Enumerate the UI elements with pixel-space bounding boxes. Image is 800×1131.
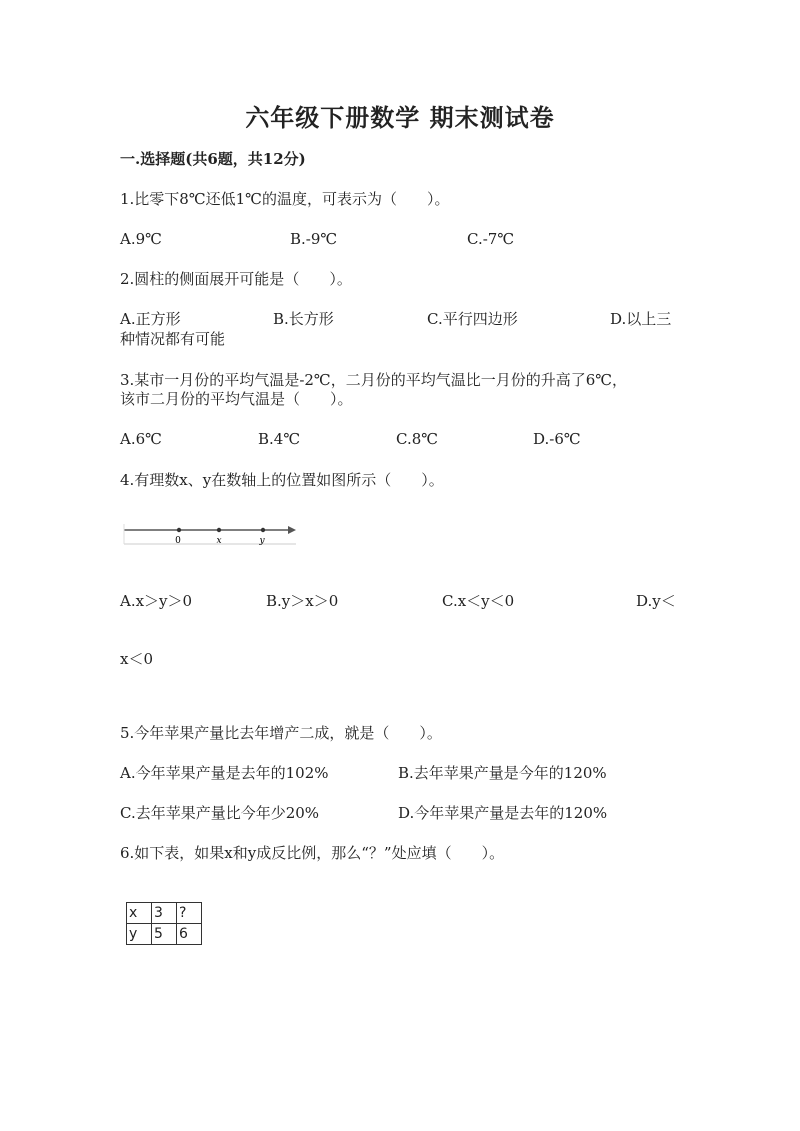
question-4-option-a: A.x＞y＞0 bbox=[120, 592, 193, 610]
question-5-option-a: A.今年苹果产量是去年的102% bbox=[120, 764, 329, 782]
question-3-stem-line-1: 3.某市一月份的平均气温是-2℃，二月份的平均气温比一月份的升高了6℃， bbox=[120, 371, 628, 389]
point-zero bbox=[177, 528, 181, 532]
question-2-option-c: C.平行四边形 bbox=[427, 310, 518, 328]
xy-table bbox=[126, 902, 202, 945]
label-zero: 0 bbox=[175, 536, 181, 546]
table-cell: 5 bbox=[152, 924, 177, 945]
question-2-option-d-continued: 种情况都有可能 bbox=[120, 330, 226, 348]
question-3-option-c: C.8℃ bbox=[396, 430, 439, 448]
label-x: x bbox=[216, 536, 222, 546]
question-2-stem: 2.圆柱的侧面展开可能是（ ）。 bbox=[120, 270, 352, 288]
question-3-option-b: B.4℃ bbox=[258, 430, 301, 448]
question-1-option-c: C.-7℃ bbox=[467, 230, 515, 248]
table-cell: x bbox=[127, 903, 152, 924]
question-6-stem: 6.如下表，如果x和y成反比例，那么“？”处应填（ ）。 bbox=[120, 844, 505, 862]
table-cell: 6 bbox=[177, 924, 202, 945]
table-cell: ? bbox=[177, 903, 202, 924]
question-5-option-d: D.今年苹果产量是去年的120% bbox=[398, 804, 608, 822]
table-row bbox=[127, 903, 202, 924]
question-1-option-a: A.9℃ bbox=[120, 230, 162, 248]
page-title: 六年级下册数学 期末测试卷 bbox=[245, 103, 555, 132]
question-1-option-b: B.-9℃ bbox=[290, 230, 338, 248]
section-heading: 一.选择题(共6题，共12分) bbox=[120, 150, 306, 168]
label-y: y bbox=[259, 536, 265, 546]
question-2-option-d: D.以上三 bbox=[610, 310, 672, 328]
question-4-option-d-continued: x＜0 bbox=[120, 650, 154, 668]
question-5-stem: 5.今年苹果产量比去年增产二成，就是（ ）。 bbox=[120, 724, 442, 742]
question-1-stem: 1.比零下8℃还低1℃的温度，可表示为（ ）。 bbox=[120, 190, 450, 208]
question-4-option-c: C.x＜y＜0 bbox=[442, 592, 515, 610]
question-3-stem-line-2: 该市二月份的平均气温是（ ）。 bbox=[120, 390, 353, 408]
question-3-option-a: A.6℃ bbox=[120, 430, 162, 448]
question-3-option-d: D.-6℃ bbox=[533, 430, 581, 448]
question-4-option-b: B.y＞x＞0 bbox=[266, 592, 339, 610]
number-line-arrow bbox=[288, 526, 296, 534]
table-cell: y bbox=[127, 924, 152, 945]
point-x bbox=[217, 528, 221, 532]
point-y bbox=[261, 528, 265, 532]
question-5-option-b: B.去年苹果产量是今年的120% bbox=[398, 764, 607, 782]
question-4-stem: 4.有理数x、y在数轴上的位置如图所示（ ）。 bbox=[120, 471, 444, 489]
question-4-option-d: D.y＜ bbox=[636, 592, 676, 610]
table-cell: 3 bbox=[152, 903, 177, 924]
question-5-option-c: C.去年苹果产量比今年少20% bbox=[120, 804, 320, 822]
question-2-option-a: A.正方形 bbox=[120, 310, 181, 328]
question-2-option-b: B.长方形 bbox=[273, 310, 334, 328]
table-row bbox=[127, 924, 202, 945]
number-line-figure bbox=[120, 518, 302, 550]
